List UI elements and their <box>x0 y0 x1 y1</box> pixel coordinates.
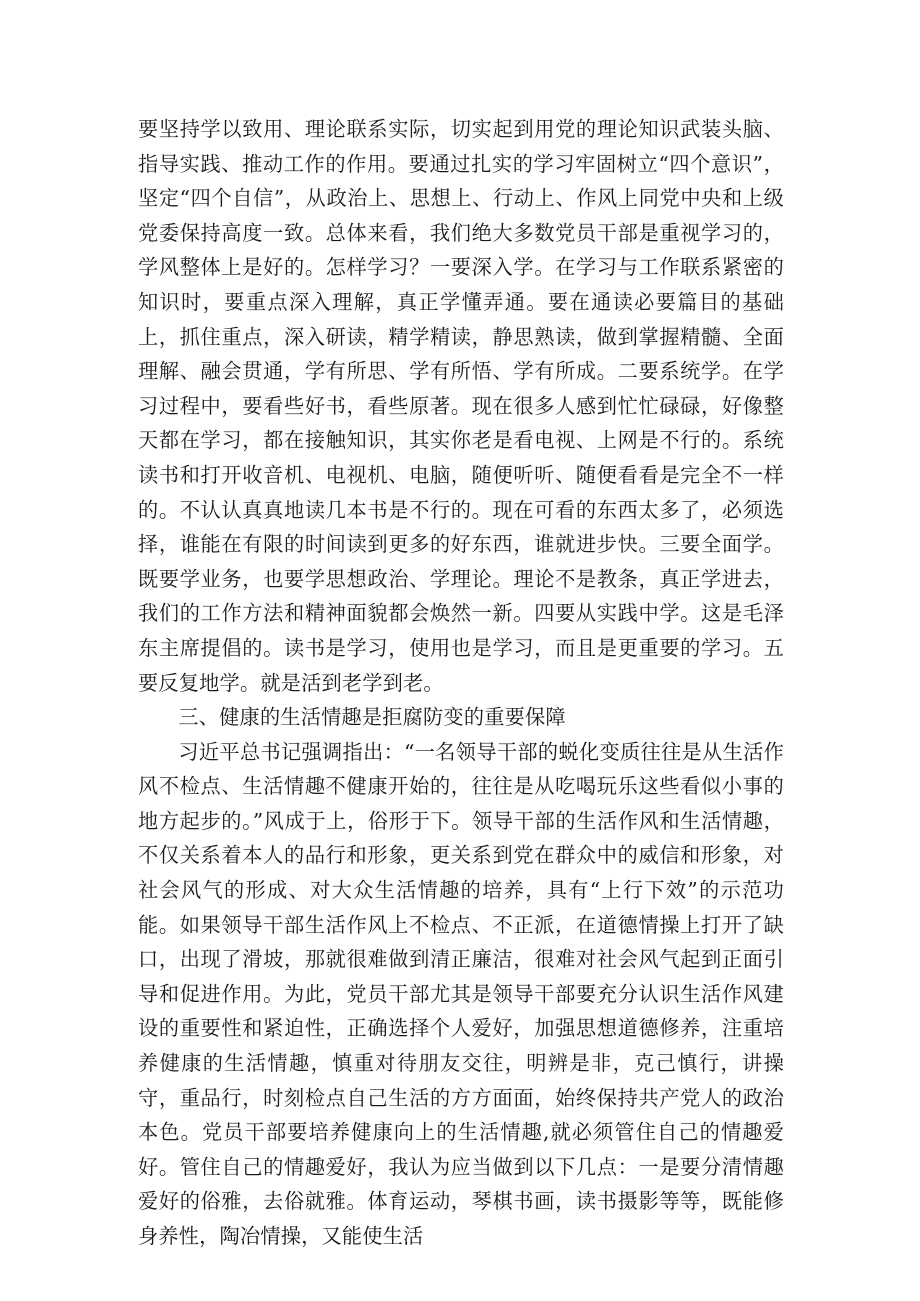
paragraph-life-interests: 习近平总书记强调指出：“一名领导干部的蜕化变质往往是从生活作风不检点、生活情趣不健康开始的，往往是从吃喝玩乐这些看似小事的地方起步的。”风成于上，俗形于下。领导干部的生活作风和生活情趣，不仅关系着本人的品行和形象，更关系到党在群众中的威信和形象，对社会风气的形成、对大众生活情趣的培养，具有“上行下效”的示范功能。如果领导干部生活作风上不检点、不正派，在道德情操上打开了缺口，出现了滑坡，那就很难做到清正廉洁，很难对社会风气起到正面引导和促进作用。为此，党员干部尤其是领导干部要充分认识生活作风建设的重要性和紧迫性，正确选择个人爱好，加强思想道德修养，注重培养健康的生活情趣，慎重对待朋友交往，明辨是非，克己慎行，讲操守，重品行，时刻检点自己生活的方方面面，始终保持共产党人的政治本色。党员干部要培养健康向上的生活情趣,就必须管住自己的情趣爱好。管住自己的情趣爱好，我认为应当做到以下几点：一是要分清情趣爱好的俗雅，去俗就雅。体育运动，琴棋书画，读书摄影等等，既能修身养性，陶冶情操，又能使生活 <box>138 739 784 1248</box>
document-page <box>138 112 784 1254</box>
section-heading: 三、健康的生活情趣是拒腐防变的重要保障 <box>178 705 566 730</box>
paragraph-study-methods: 要坚持学以致用、理论联系实际，切实起到用党的理论知识武装头脑、指导实践、推动工作的作用。要通过扎实的学习牢固树立“四个意识”，坚定“四个自信”，从政治上、思想上、行动上、作风上同党中央和上级党委保持高度一致。总体来看，我们绝大多数党员干部是重视学习的，学风整体上是好的。怎样学习？一要深入学。在学习与工作联系紧密的知识时，要重点深入理解，真正学懂弄通。要在通读必要篇目的基础上，抓住重点，深入研读，精学精读，静思熟读，做到掌握精髓、全面理解、融会贯通，学有所思、学有所悟、学有所成。二要系统学。在学习过程中，要看些好书，看些原著。现在很多人感到忙忙碌碌，好像整天都在学习，都在接触知识，其实你老是看电视、上网是不行的。系统读书和打开收音机、电视机、电脑，随便听听、随便看看是完全不一样的。不认认真真地读几本书是不行的。现在可看的东西太多了，必须选择，谁能在有限的时间读到更多的好东西，谁就进步快。三要全面学。既要学业务，也要学思想政治、学理论。理论不是教条，真正学进去，我们的工作方法和精神面貌都会焕然一新。四要从实践中学。这是毛泽东主席提倡的。读书是学习，使用也是学习，而且是更重要的学习。五要反复地学。就是活到老学到老。 <box>138 117 784 695</box>
